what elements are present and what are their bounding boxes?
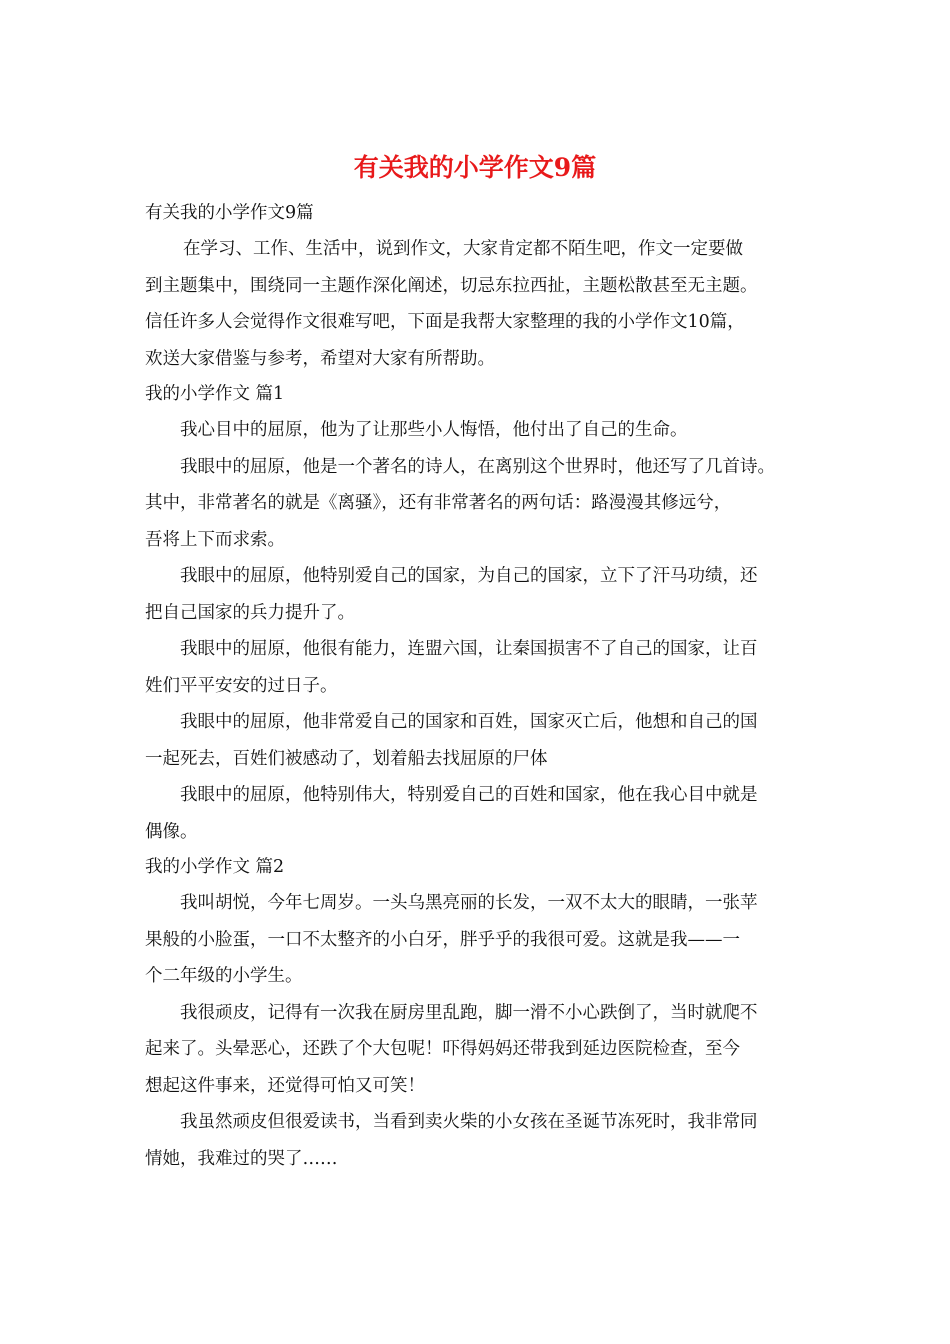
document-body bbox=[145, 196, 810, 1177]
intro-paragraph bbox=[145, 231, 810, 377]
intro-line: 欢送大家借鉴与参考，希望对大家有所帮助。 bbox=[145, 348, 495, 369]
paragraph-line: 一起死去，百姓们被感动了，划着船去找屈原的尸体 bbox=[145, 748, 548, 769]
paragraph-line: 吾将上下而求索。 bbox=[145, 529, 285, 550]
paragraph-line: 姓们平平安安的过日子。 bbox=[145, 675, 338, 696]
section-heading: 我的小学作文 篇2 bbox=[145, 857, 285, 877]
paragraph bbox=[145, 631, 810, 704]
paragraph-line: 我虽然顽皮但很爱读书，当看到卖火柴的小女孩在圣诞节冻死时，我非常同 bbox=[180, 1112, 758, 1132]
paragraph-line: 情她，我难过的哭了…… bbox=[145, 1148, 338, 1169]
paragraph-line: 偶像。 bbox=[145, 821, 198, 842]
paragraph-line: 我很顽皮，记得有一次我在厨房里乱跑，脚一滑不小心跌倒了，当时就爬不 bbox=[180, 1002, 758, 1023]
intro-line: 在学习、工作、生活中，说到作文，大家肯定都不陌生吧，作文一定要做 bbox=[183, 239, 743, 259]
document-title: 有关我的小学作文9篇 bbox=[353, 153, 597, 182]
paragraph-line: 想起这件事来，还觉得可怕又可笑！ bbox=[145, 1075, 425, 1096]
paragraph-line: 我眼中的屈原，他非常爱自己的国家和百姓，国家灭亡后，他想和自己的国 bbox=[180, 712, 758, 732]
paragraph bbox=[145, 995, 810, 1105]
paragraph-line: 我心目中的屈原，他为了让那些小人悔悟，他付出了自己的生命。 bbox=[180, 420, 688, 440]
paragraph bbox=[145, 412, 810, 449]
paragraph bbox=[145, 704, 810, 777]
paragraph bbox=[145, 1104, 810, 1177]
paragraph-line: 我眼中的屈原，他很有能力，连盟六国，让秦国损害不了自己的国家，让百 bbox=[180, 639, 758, 659]
section-heading: 我的小学作文 篇1 bbox=[145, 384, 285, 404]
paragraph-line: 起来了。头晕恶心，还跌了个大包呢！吓得妈妈还带我到延边医院检查，至今 bbox=[145, 1039, 740, 1059]
paragraph-line: 我眼中的屈原，他特别爱自己的国家，为自己的国家，立下了汗马功绩，还 bbox=[180, 566, 758, 586]
paragraph-line: 个二年级的小学生。 bbox=[145, 966, 303, 986]
intro-line: 到主题集中，围绕同一主题作深化阐述，切忌东拉西扯，主题松散甚至无主题。 bbox=[145, 275, 758, 296]
paragraph-line: 我眼中的屈原，他是一个著名的诗人，在离别这个世界时，他还写了几首诗。 bbox=[180, 456, 775, 477]
intro-line: 信任许多人会觉得作文很难写吧，下面是我帮大家整理的我的小学作文10篇， bbox=[145, 312, 745, 332]
paragraph-line: 我眼中的屈原，他特别伟大，特别爱自己的百姓和国家，他在我心目中就是 bbox=[180, 785, 758, 805]
document-subtitle: 有关我的小学作文9篇 bbox=[145, 203, 314, 223]
paragraph bbox=[145, 449, 810, 559]
paragraph bbox=[145, 777, 810, 850]
paragraph-line: 果般的小脸蛋，一口不太整齐的小白牙，胖乎乎的我很可爱。这就是我——一 bbox=[145, 929, 740, 950]
paragraph bbox=[145, 885, 810, 995]
paragraph-line: 其中，非常著名的就是《离骚》，还有非常著名的两句话：路漫漫其修远兮， bbox=[145, 493, 732, 513]
paragraph-line: 我叫胡悦，今年七周岁。一头乌黑亮丽的长发，一双不太大的眼睛，一张苹 bbox=[180, 893, 758, 913]
paragraph bbox=[145, 558, 810, 631]
paragraph-line: 把自己国家的兵力提升了。 bbox=[145, 602, 355, 623]
